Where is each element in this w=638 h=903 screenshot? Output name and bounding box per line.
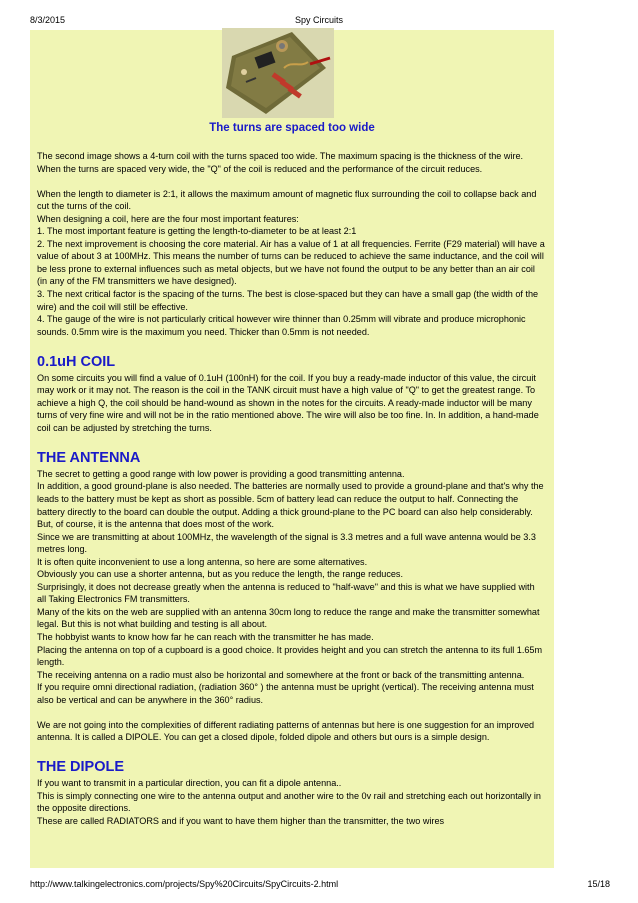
coil-section-paragraph: On some circuits you will find a value of 0.1uH (100nH) for the coil. If you buy a ready-made inductor of this value, the circuit may work or it may not. The reason is the coil in the TANK circuit must have a high value of "Q" to get the greatest range. To achieve a high Q, the coil should be hand-wound as shown in the notes for the circuits. A ready-made inductor will be many turns of very fine wire and will not be in the ratio mentioned above. The wire will also be too fine. In. In addition, a hand-made coil can be adjusted by stretching the turns. xyxy=(37,372,539,433)
section-heading-dipole: THE DIPOLE xyxy=(37,759,125,776)
antenna-paragraph: In addition, a good ground-plane is also needed. The batteries are normally used to provide a ground-plane and that's why the leads to the battery must be kept as short as possible. 5cm of battery lead can reduce the output to half. Connecting the battery directly to the board can double the output. Adding a thick ground-plane to the PC board can also help considerably. xyxy=(37,481,544,517)
antenna-paragraph: Placing the antenna on top of a cupboard is a good choice. It provides height and you can stretch the antenna to its full 1.65m length. xyxy=(37,644,543,668)
coil-design-paragraph: When designing a coil, here are the four most important features: xyxy=(37,213,299,224)
section-heading-coil: 0.1uH COIL xyxy=(37,353,116,370)
section-heading-antenna: THE ANTENNA xyxy=(37,449,141,466)
coil-feature-item: 3. The next critical factor is the spacing of the turns. The best is close-spaced but they can have a small gap (the width of the wire) and the coil will still be effective. xyxy=(37,288,539,312)
antenna-paragraph: But, of course, it is the antenna that does most of the work. xyxy=(37,519,275,530)
page-header-title: Spy Circuits xyxy=(294,15,343,25)
antenna-paragraph: If you require omni directional radiation, (radiation 360° ) the antenna must be upright (vertical). The receiving antenna must also be vertical and can be anywhere in the 360° radius. xyxy=(37,682,534,705)
antenna-paragraph: Many of the kits on the web are supplied with an antenna 30cm long to reduce the range and make the transmitter somewhat legal. But this is not what building and testing is all about. xyxy=(37,606,540,630)
page-header-date: 8/3/2015 xyxy=(30,15,66,25)
antenna-paragraph: The secret to getting a good range with low power is providing a good transmitting antenna. xyxy=(37,468,405,479)
footer-url[interactable]: http://www.talkingelectronics.com/projects/Spy%20Circuits/SpyCircuits-2.html xyxy=(30,879,339,889)
antenna-paragraph: The hobbyist wants to know how far he can reach with the transmitter he has made. xyxy=(37,632,374,642)
antenna-paragraph: The receiving antenna on a radio must also be horizontal and somewhere at the front or back of the transmitting antenna. xyxy=(37,669,525,680)
coil-feature-item: 1. The most important feature is getting the length-to-diameter to be at least 2:1 xyxy=(37,226,357,237)
coil-feature-item: 2. The next improvement is choosing the core material. Air has a value of 1 at all frequencies. Ferrite (F29 material) will have a value of about 3 at 100MHz. This means the number of turns can be reduced to achieve the same inductance, and the coil will be less prone to external influences such as metal objects, but we have not found the output to be any better than an air coil (in any of the FM transmitters we have designed). xyxy=(37,238,545,287)
antenna-closing-paragraph: We are not going into the complexities of different radiating patterns of antennas but here is one suggestion for an improved antenna. It is called a DIPOLE. You can get a closed dipole, folded dipole and others but ours is a simple design. xyxy=(37,719,535,743)
antenna-paragraph: Obviously you can use a shorter antenna, but as you reduce the length, the range reduces. xyxy=(37,569,404,580)
antenna-paragraph: Surprisingly, it does not decrease greatly when the antenna is reduced to "half-wave" and this is what we have supplied with all Taking Electronics FM transmitters. xyxy=(37,581,535,605)
antenna-paragraph: Since we are transmitting at about 100MHz, the wavelength of the signal is 3.3 metres and a full wave antenna would be 3.3 metres long. xyxy=(37,531,536,555)
article-body xyxy=(37,150,545,828)
dipole-paragraph: This is simply connecting one wire to the antenna output and another wire to the 0v rail and stretching each out horizontally in the opposite directions. xyxy=(37,790,541,814)
antenna-paragraph: It is often quite inconvenient to use a long antenna, so here are some alternatives. xyxy=(37,556,368,567)
footer-page-number: 15/18 xyxy=(587,879,610,889)
coil-circuit-photo xyxy=(222,28,334,118)
intro-paragraph: The second image shows a 4-turn coil with the turns spaced too wide. The maximum spacing is the thickness of the wire. When the turns are spaced very wide, the "Q" of the coil is reduced and the performance of the circuit reduces. xyxy=(37,151,524,174)
dipole-paragraph: These are called RADIATORS and if you want to have them higher than the transmitter, the two wires xyxy=(37,816,445,827)
figure-caption: The turns are spaced too wide xyxy=(209,122,375,134)
dipole-paragraph: If you want to transmit in a particular direction, you can fit a dipole antenna.. xyxy=(37,778,342,789)
coil-design-paragraph: When the length to diameter is 2:1, it allows the maximum amount of magnetic flux surrounding the coil to collapse back and cut the turns of the coil. xyxy=(37,188,537,212)
coil-feature-item: 4. The gauge of the wire is not particularly critical however wire thinner than 0.25mm will vibrate and produce microphonic sounds. 0.5mm wire is the maximum you need. Thicker than 0.5mm is not needed. xyxy=(37,314,526,337)
